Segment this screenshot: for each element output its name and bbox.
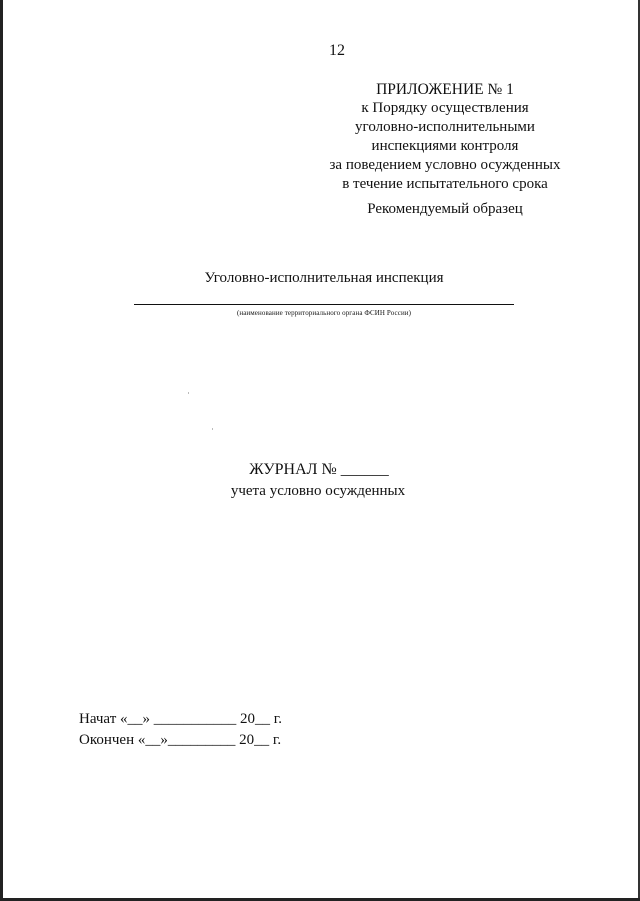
- appendix-line: за поведением условно осужденных: [329, 157, 561, 173]
- organization-caption: (наименование территориального органа ФСИН России): [236, 309, 412, 317]
- scan-speck: [212, 428, 213, 430]
- date-finished: Окончен «__»_________ 20__ г.: [79, 732, 282, 748]
- appendix-line: инспекциями контроля: [371, 138, 519, 154]
- appendix-line: в течение испытательного срока: [342, 176, 548, 192]
- appendix-heading: ПРИЛОЖЕНИЕ № 1: [376, 81, 514, 98]
- journal-title: ЖУРНАЛ № ______: [249, 461, 389, 478]
- scan-edge-left: [0, 0, 3, 901]
- sample-label: Рекомендуемый образец: [367, 201, 523, 217]
- journal-dates: [79, 709, 282, 751]
- appendix-header: [300, 80, 590, 194]
- organization-fill-line: [134, 304, 514, 305]
- appendix-line: уголовно-исполнительными: [355, 119, 535, 135]
- scan-speck: [188, 392, 189, 394]
- journal-subtitle: учета условно осужденных: [230, 483, 406, 499]
- organization-name: Уголовно-исполнительная инспекция: [204, 270, 444, 286]
- date-started: Начат «__» ___________ 20__ г.: [79, 711, 282, 727]
- appendix-line: к Порядку осуществления: [361, 100, 529, 116]
- page-number: 12: [329, 42, 345, 59]
